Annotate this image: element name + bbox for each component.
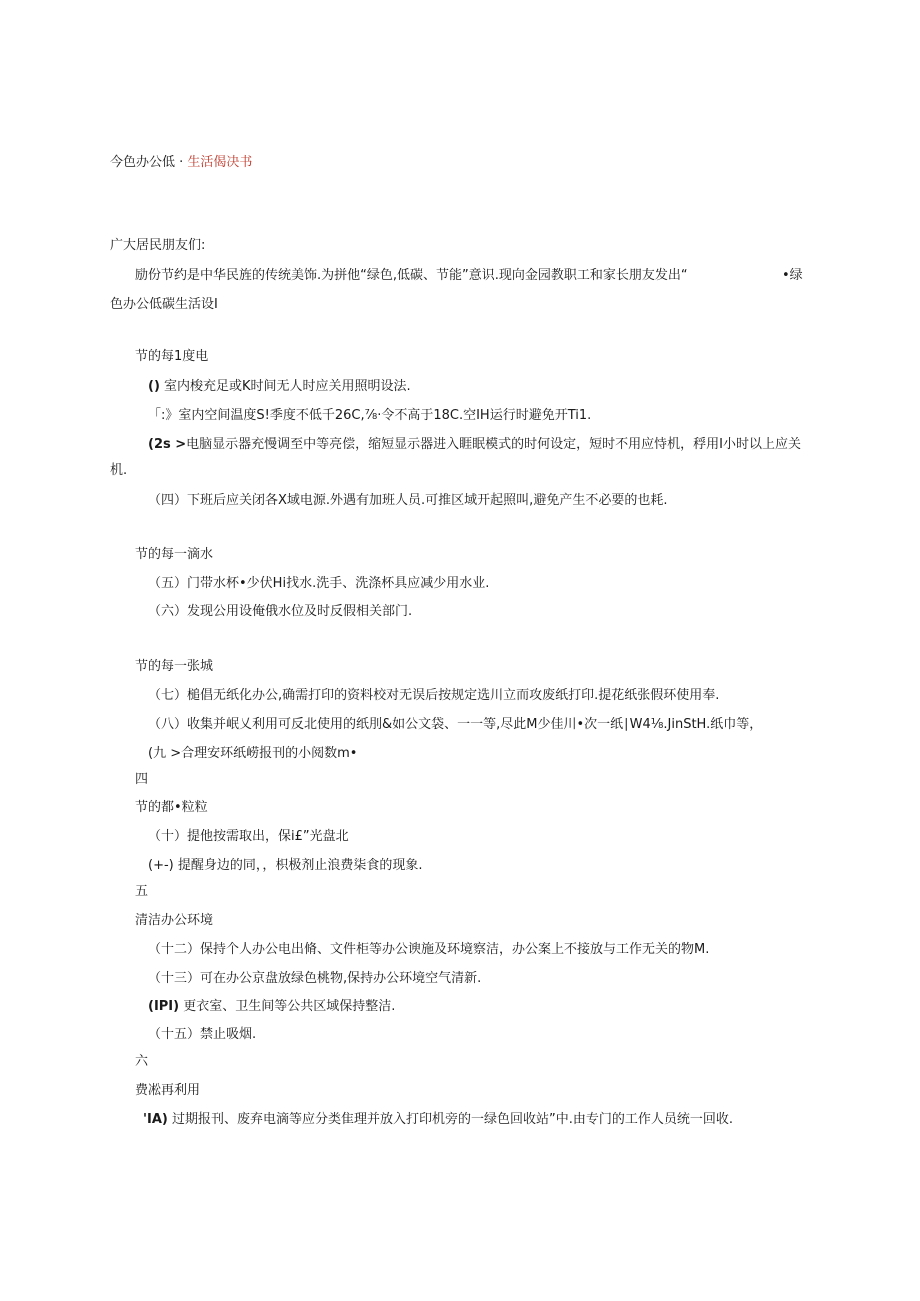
list-item: （十三）可在办公京盘放绿色桃物,保持办公环境空气清新. [148,971,482,986]
list-item: 「:》室内空间温度S!季度不低千26C,⅞·令不高于18C.空IH运行时避免开Ti1. [148,408,592,423]
document-title [110,153,252,173]
list-item: (IPI) 更衣室、卫生间等公共区域保持整洁. [148,999,396,1014]
section-heading-reuse: 费凇再利用 [135,1083,201,1098]
section-heading-electricity: 节的每1度电 [135,349,209,364]
list-item: （十五）禁止吸烟. [148,1027,257,1042]
list-item: （五）门带水杯•少伏Hi找水.洗手、洗涤杯具应减少用水业. [148,576,490,591]
section-number-reuse: 六 [135,1054,149,1069]
list-item: （八）收集并岷乂利用可反北使用的纸刖&如公文袋、一一等,尽此M少佳川•次一纸∣W4⅛.JinStH.纸巾等， [148,717,763,732]
list-item-continuation: 机. [110,463,128,478]
section-number-clean: 五 [135,884,149,899]
list-item: （十）提他按需取出，保i£”光盘北 [148,829,349,844]
list-item: （四）下班后应关闭各X域电源.外遇有加班人员.可推区域开起照叫,避免产生不必要的也耗. [148,493,668,508]
list-item: (2s >电脑显示器充慢调至中等亮偿，缩短显示器进入睚眠模式的时何设定，短时不用应恃机，稃用I小时以上应关 [148,437,801,452]
section-number-food: 四 [135,772,149,787]
section-heading-paper: 节的每一张城 [135,659,214,674]
list-item: （六）发现公用设俺俄水位及时反假相关部门. [148,604,413,619]
greeting: 广大居民朋友们: [110,238,206,253]
section-heading-food: 节的都•粒粒 [135,800,208,815]
section-heading-water: 节的每一滴水 [135,547,214,562]
list-item: (+-) 提醒身边的同，，枳极剂止浪费柒食的现象. [148,858,423,873]
intro-line-1-tail: •绿 [782,268,803,283]
list-item: 'IA) 过期报刊、废弃电滴等应分类隹理并放入打印机旁的一绿色回收站”中.由专门的工作人员统一回收. [143,1112,733,1127]
intro-line-2: 色办公低碳生活设I [110,297,218,312]
list-item: （十二）保持个人办公电出脩、文件柜等办公谀施及环境察洁，办公案上不接放与工作无关的物M. [148,942,710,957]
intro-line-1: 励份节约是中华民旌的传统美饰.为拼他“绿色,低碳、节能”意识.现向金园教职工和家长朋友发出“ [135,268,688,283]
section-heading-clean: 清洁办公环境 [135,913,214,928]
list-item: （七）槌倡无纸化办公,确需打印的资料校对无误后按规定选川立而攻废纸打印.提花纸张假环使用奉. [148,688,720,703]
list-item: () 室内梭充足或K时间无人时应关用照明设法. [148,379,411,394]
list-item: (九 >合理安环纸崂报刊的小阅数m• [148,746,358,761]
title-black: 今色办公低 · [110,155,188,170]
title-red: 生活偈决书 [187,155,253,170]
